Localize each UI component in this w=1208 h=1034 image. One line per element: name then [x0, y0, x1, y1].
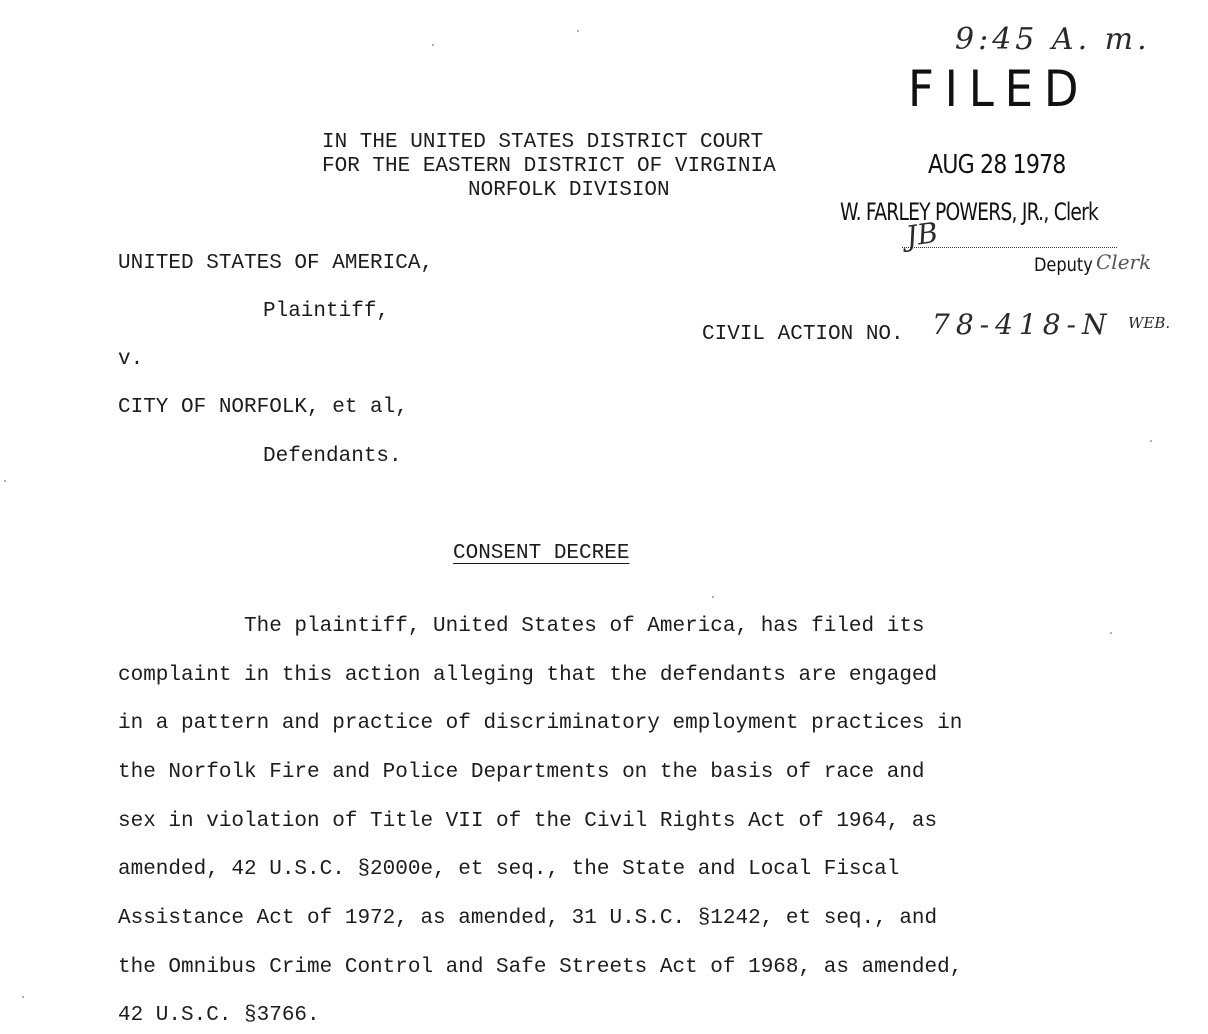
civil-action-number-handwritten: 78-418-N — [932, 308, 1113, 341]
body-line: The plaintiff, United States of America, has filed its — [118, 615, 925, 638]
filed-date-stamp: AUG 28 1978 — [928, 150, 1066, 180]
scan-speck — [22, 996, 24, 998]
body-line: 42 U.S.C. §3766. — [118, 1004, 320, 1027]
scan-speck — [577, 30, 579, 32]
document-title: CONSENT DECREE — [453, 542, 630, 565]
plaintiff-role: Plaintiff, — [263, 300, 390, 323]
body-line: Assistance Act of 1972, as amended, 31 U.S.C. §1242, et seq., and — [118, 907, 938, 930]
filed-time-handwritten: 9:45 A. m. — [955, 22, 1151, 57]
scan-speck — [432, 44, 434, 46]
court-heading-line-1: IN THE UNITED STATES DISTRICT COURT — [322, 131, 764, 154]
defendant-name: CITY OF NORFOLK, et al, — [118, 396, 408, 419]
deputy-label: Deputy — [1034, 254, 1093, 276]
signature-line — [902, 247, 1117, 248]
body-line: amended, 42 U.S.C. §2000e, et seq., the State and Local Fiscal — [118, 858, 900, 881]
plaintiff-name: UNITED STATES OF AMERICA, — [118, 252, 434, 275]
civil-action-suffix-handwritten: WEB. — [1128, 314, 1171, 332]
deputy-initials-signature: JB — [903, 215, 940, 254]
scan-speck — [712, 596, 714, 598]
body-line: in a pattern and practice of discriminatory employment practices in — [118, 712, 963, 735]
body-line: the Norfolk Fire and Police Departments on the basis of race and — [118, 761, 925, 784]
scan-speck — [4, 480, 6, 482]
body-line: complaint in this action alleging that the defendants are engaged — [118, 664, 938, 687]
deputy-clerk-handwritten: Clerk — [1096, 250, 1152, 274]
versus: v. — [118, 348, 144, 371]
filed-stamp: FILED — [908, 60, 1090, 118]
civil-action-label: CIVIL ACTION NO. — [702, 323, 904, 346]
court-heading-line-2: FOR THE EASTERN DISTRICT OF VIRGINIA — [322, 155, 776, 178]
scan-speck — [1110, 632, 1112, 634]
body-line: the Omnibus Crime Control and Safe Streets Act of 1968, as amended, — [118, 956, 963, 979]
clerk-name-stamp: W. FARLEY POWERS, JR., Clerk — [840, 198, 1099, 226]
court-heading-line-3: NORFOLK DIVISION — [468, 179, 670, 202]
body-line: sex in violation of Title VII of the Civil Rights Act of 1964, as — [118, 810, 938, 833]
defendant-role: Defendants. — [263, 445, 402, 468]
scan-speck — [1150, 440, 1152, 442]
